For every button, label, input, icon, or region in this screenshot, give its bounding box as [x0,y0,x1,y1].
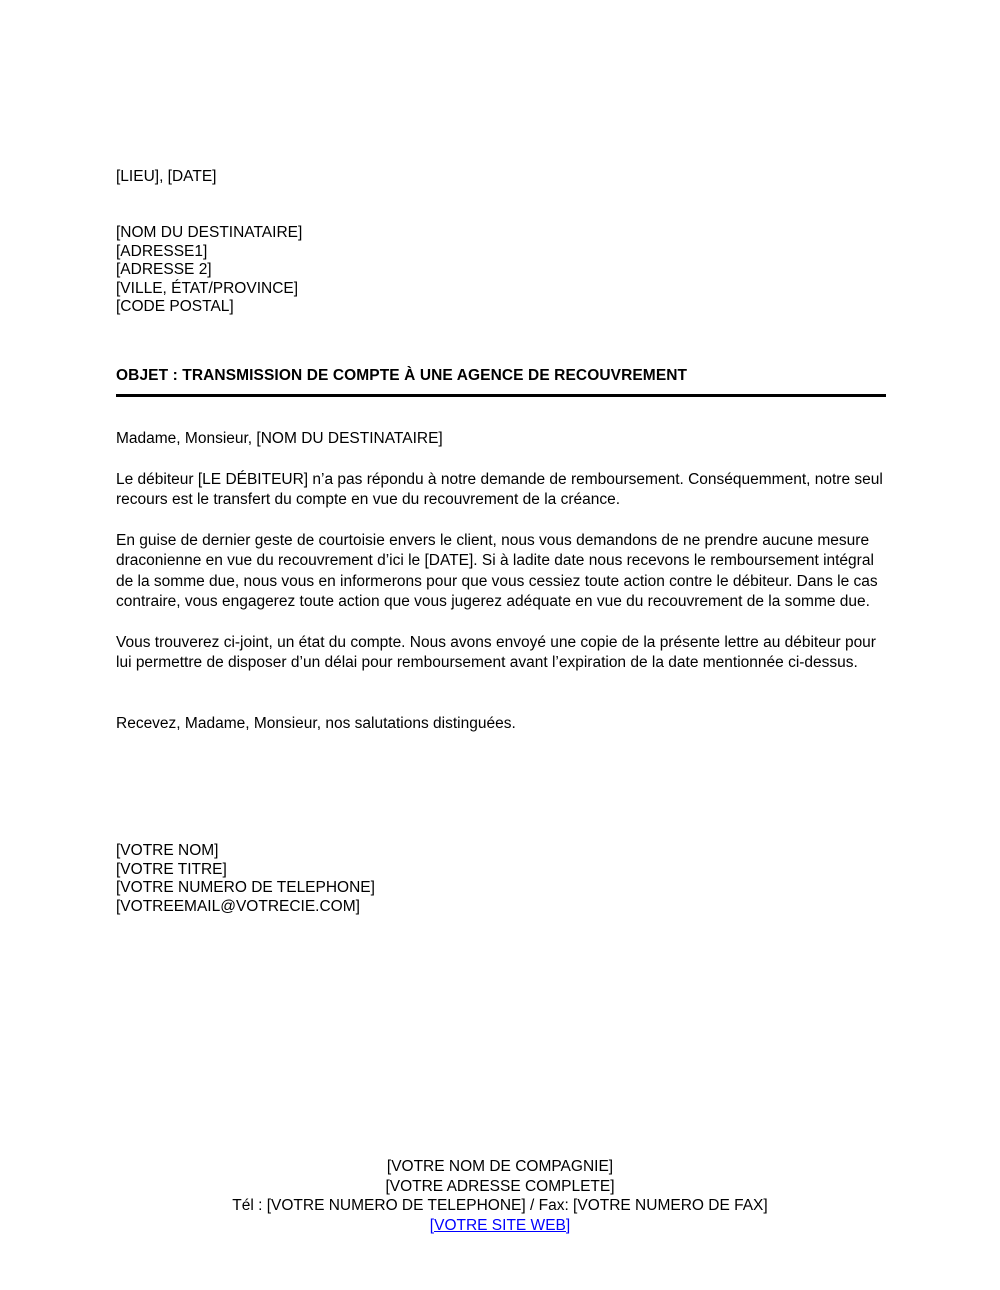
recipient-name: [NOM DU DESTINATAIRE] [116,224,303,241]
recipient-address-block [116,224,302,317]
footer-address: [VOTRE ADRESSE COMPLETE] [385,1177,615,1195]
recipient-postal-code: [CODE POSTAL] [116,298,234,315]
sender-phone: [VOTRE NUMERO DE TELEPHONE] [116,879,375,896]
sender-title: [VOTRE TITRE] [116,860,227,878]
subject-divider-rule [116,394,886,397]
salutation: Madame, Monsieur, [NOM DU DESTINATAIRE] [116,430,443,447]
subject-line: OBJET : TRANSMISSION DE COMPTE À UNE AGENCE DE RECOUVREMENT [116,367,688,384]
body-paragraph-3: Vous trouverez ci-joint, un état du compte. Nous avons envoyé une copie de la présente lettre au débiteur pour lui permettre de disposer d’un délai pour remboursement avant l’expiration de la date mentionnée ci-dessus. [116,633,876,671]
recipient-address-line-1: [ADRESSE1] [116,242,208,260]
closing-salutation: Recevez, Madame, Monsieur, nos salutations distinguées. [116,714,516,732]
page-footer [0,1157,1000,1235]
body-paragraph-2: En guise de dernier geste de courtoisie envers le client, nous vous demandons de ne prendre aucune mesure draconienne en vue du recouvrement d’ici le [DATE]. Si à ladite date nous recevons le remboursement intégral de la somme due, nous vous en informerons pour que vous cessiez toute action contre le débiteur. Dans le cas contraire, vous engagerez toute action que vous jugerez adéquate en vue du recouvrement de la somme due. [116,531,878,610]
sender-email: [VOTREEMAIL@VOTRECIE.COM] [116,897,360,915]
body-paragraph-1: Le débiteur [LE DÉBITEUR] n’a pas répondu à notre demande de remboursement. Conséquemment, notre seul recours est le transfert du compte en vue du recouvrement de la créance. [116,470,883,508]
recipient-address-line-2: [ADRESSE 2] [116,261,212,278]
footer-contact: Tél : [VOTRE NUMERO DE TELEPHONE] / Fax: [VOTRE NUMERO DE FAX] [232,1197,768,1214]
recipient-city-state: [VILLE, ÉTAT/PROVINCE] [116,279,299,297]
footer-company-name: [VOTRE NOM DE COMPAGNIE] [386,1158,614,1175]
signature-block [116,842,375,916]
footer-website-link[interactable]: [VOTRE SITE WEB] [429,1216,571,1234]
sender-name: [VOTRE NOM] [116,842,219,859]
dateline: [LIEU], [DATE] [116,168,217,185]
letter-body [116,429,886,734]
